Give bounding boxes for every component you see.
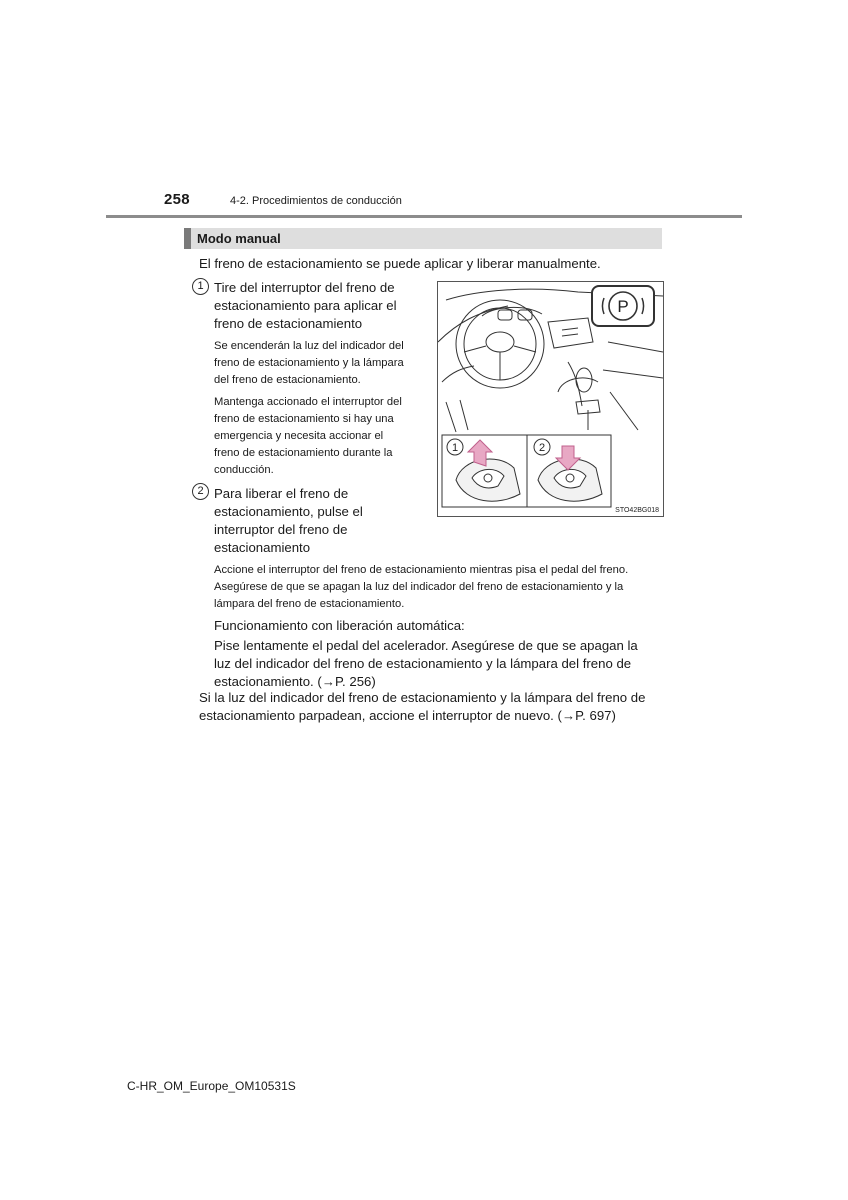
section-accent (184, 228, 191, 249)
note-line: Mantenga accionado el interruptor del (214, 396, 402, 408)
note-line: del freno de estacionamiento. (214, 374, 361, 386)
page-number: 258 (164, 191, 190, 208)
auto-line: luz del indicador del freno de estacionamiento y la lámpara del freno de (214, 656, 632, 671)
step-2-line: estacionamiento (214, 540, 311, 555)
note-line: conducción. (214, 464, 274, 476)
closing-text (199, 689, 659, 725)
intro-text: El freno de estacionamiento se puede aplicar y liberar manualmente. (199, 256, 601, 271)
auto-line: estacionamiento. (→P. 256) (214, 674, 376, 689)
note-line: Accione el interruptor del freno de estacionamiento mientras pisa el pedal del freno. (214, 564, 629, 576)
step-1-number: 1 (192, 278, 209, 295)
step-1-text (214, 279, 424, 333)
symbol-p: P (617, 297, 629, 316)
note-line: freno de estacionamiento durante la (214, 447, 393, 459)
step-1-line: estacionamiento para aplicar el (214, 298, 397, 313)
step-1-line: freno de estacionamiento (214, 316, 363, 331)
section-heading (184, 228, 662, 249)
closing-line: Si la luz del indicador del freno de estacionamiento y la lámpara del freno de (199, 690, 646, 705)
note-line: Se encenderán la luz del indicador del (214, 340, 404, 352)
note-line: emergencia y necesita accionar el (214, 430, 384, 442)
header-rule (106, 215, 742, 218)
note-line: lámpara del freno de estacionamiento. (214, 598, 405, 610)
step-2-line: Para liberar el freno de (214, 486, 349, 501)
step-2-line: interruptor del freno de (214, 522, 348, 537)
step-2-text (214, 485, 424, 557)
section-title: Modo manual (197, 231, 281, 246)
step-2-note (214, 562, 659, 613)
footer-doc-id: C-HR_OM_Europe_OM10531S (127, 1079, 296, 1093)
step-2-line: estacionamiento, pulse el (214, 504, 363, 519)
illustration-parking-brake (437, 281, 664, 517)
auto-line: Pise lentamente el pedal del acelerador. Asegúrese de que se apagan la (214, 638, 638, 653)
figure-code: STO42BG018 (615, 507, 659, 514)
panel-1-number: 1 (451, 442, 459, 454)
note-line: freno de estacionamiento y la lámpara (214, 357, 404, 369)
note-line: Asegúrese de que se apagan la luz del indicador del freno de estacionamiento y la (214, 581, 624, 593)
step-1-line: Tire del interruptor del freno de (214, 280, 395, 295)
step-1-note-2 (214, 394, 424, 479)
panel-2-number: 2 (538, 442, 546, 454)
note-line: freno de estacionamiento si hay una (214, 413, 394, 425)
closing-line: estacionamiento parpadean, accione el interruptor de nuevo. (→P. 697) (199, 708, 616, 723)
auto-release-title: Funcionamiento con liberación automática: (214, 618, 465, 633)
step-2-number: 2 (192, 483, 209, 500)
chapter-title: 4-2. Procedimientos de conducción (230, 195, 402, 207)
dashboard-drawing (438, 282, 663, 516)
auto-release-text (214, 637, 658, 691)
step-1-note-1 (214, 338, 424, 389)
